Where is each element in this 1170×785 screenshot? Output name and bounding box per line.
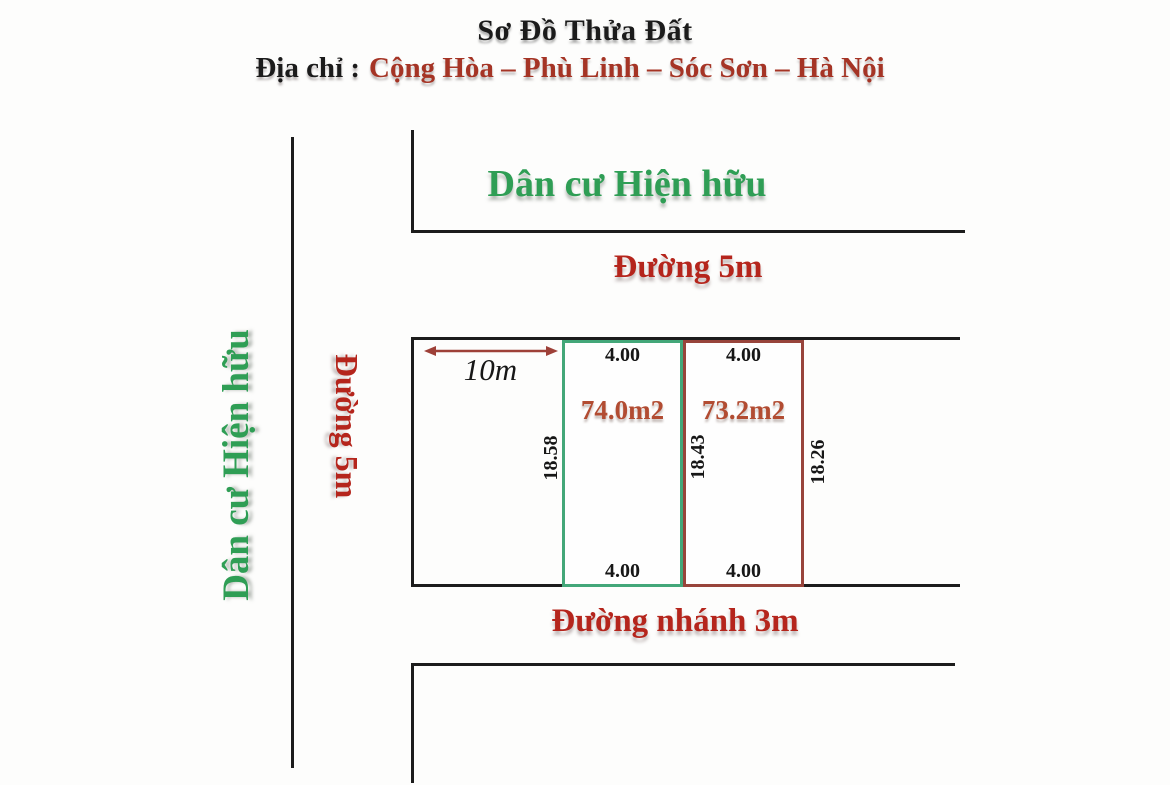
- plot-1-width-top: 4.00: [605, 344, 640, 366]
- plot-1: [562, 340, 683, 587]
- residential-area-label-top: Dân cư Hiện hữu: [487, 163, 767, 205]
- bottom-boundary-line: [411, 663, 955, 783]
- plot-1-area: 74.0m2: [580, 395, 665, 425]
- left-boundary-line: [291, 137, 294, 768]
- page-title: Sơ Đồ Thửa Đất: [477, 14, 693, 47]
- plot-1-depth-left: 18.58: [540, 435, 562, 481]
- road-label-top: Đường 5m: [613, 249, 763, 285]
- plot-2-width-bottom: 4.00: [726, 560, 761, 582]
- plot-2-depth-right: 18.26: [807, 439, 829, 485]
- road-label-left: Đường 5m: [329, 353, 365, 499]
- plot-2-width-top: 4.00: [726, 344, 761, 366]
- road-label-bottom: Đường nhánh 3m: [551, 603, 799, 639]
- residential-area-label-left: Dân cư Hiện hữu: [216, 329, 257, 601]
- plot-2-depth-left: 18.43: [687, 434, 709, 480]
- scale-label: 10m: [463, 352, 518, 387]
- address-label: Địa chỉ :: [255, 52, 361, 84]
- address-value: Cộng Hòa – Phù Linh – Sóc Sơn – Hà Nội: [369, 52, 885, 84]
- plot-2-area: 73.2m2: [701, 395, 786, 425]
- plot-1-width-bottom: 4.00: [605, 560, 640, 582]
- address-line: [0, 52, 1140, 85]
